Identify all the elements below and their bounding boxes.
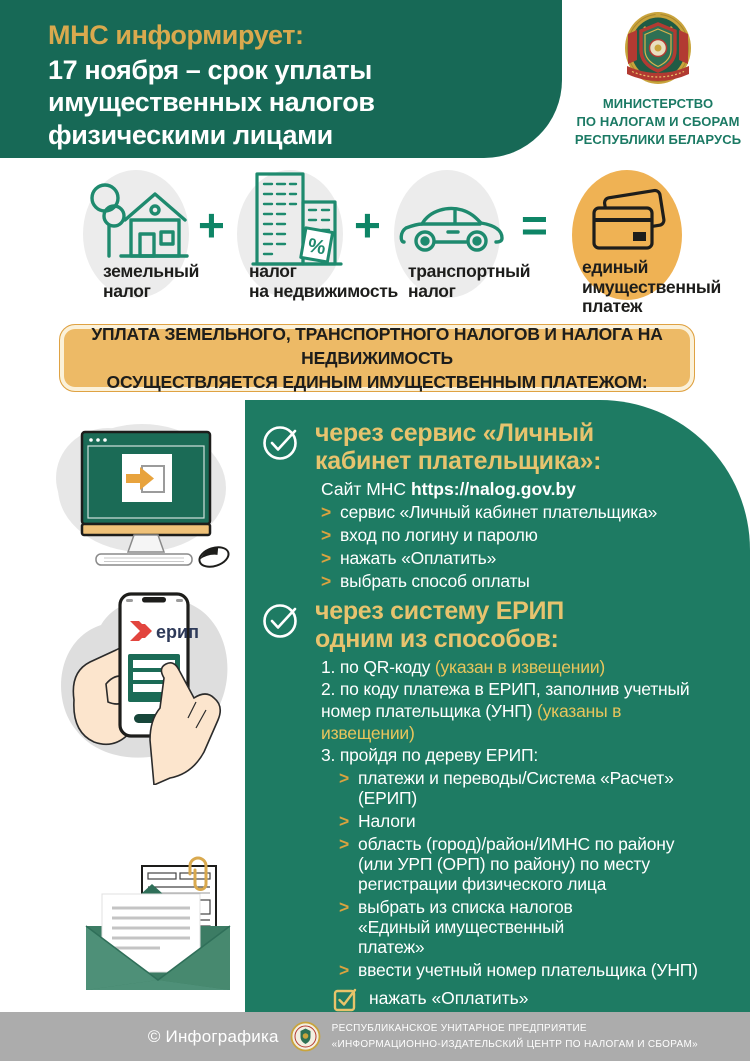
result-label-single-payment: единый имущественный платеж	[582, 257, 721, 317]
arrow-bullet-icon: >	[321, 571, 332, 591]
tax-item-real-estate	[237, 170, 407, 301]
list-item: > область (город)/район/ИМНС по району (или УРП (ОРП) по району) по месту регистрации физического лица	[339, 834, 675, 895]
step-1: 1. по QR-коду (указан в извещении)	[321, 657, 606, 677]
arrow-bullet-icon: >	[321, 502, 332, 522]
tax-label-land: земельный налог	[103, 261, 200, 301]
nalog-gov-by-link[interactable]: https://nalog.gov.by	[410, 479, 576, 499]
list-item: > нажать «Оплатить»	[321, 548, 497, 568]
list-item: > сервис «Личный кабинет плательщика»	[321, 502, 658, 522]
arrow-bullet-icon: >	[321, 525, 332, 545]
list-item: > выбрать способ оплаты	[321, 571, 530, 591]
result-item-single-payment	[572, 170, 742, 317]
copyright-credit: © Инфографика	[147, 1026, 279, 1046]
phone-illustration	[46, 580, 241, 785]
list-item: > Налоги	[339, 811, 416, 832]
checkbox-icon	[333, 986, 359, 1012]
ministry-name: МИНИСТЕРСТВО ПО НАЛОГАМ И СБОРАМ РЕСПУБЛИКИ БЕЛАРУСЬ	[574, 96, 742, 148]
check-circle-icon	[261, 422, 303, 462]
plus-operator: +	[354, 199, 381, 251]
erip-tree-list	[339, 769, 728, 980]
arrow-bullet-icon: >	[321, 548, 332, 568]
header	[0, 0, 562, 158]
page-title: 17 ноября – срок уплаты имущественных налогов физическими лицами	[48, 55, 375, 150]
tax-item-land	[83, 170, 253, 301]
publisher-emblem-icon	[290, 1021, 321, 1052]
ministry-block	[566, 8, 750, 150]
final-step-line: нажать «Оплатить»	[333, 986, 728, 1012]
bank-cards-icon	[588, 184, 672, 258]
list-item: > ввести учетный номер плательщика (УНП)	[339, 959, 698, 980]
arrow-bullet-icon: >	[339, 897, 350, 917]
header-kicker: МНС информирует:	[48, 20, 304, 50]
method-heading: через сервис «Личный кабинет плательщика»:	[315, 419, 602, 475]
erip-logo	[130, 621, 199, 642]
envelope-illustration	[76, 850, 241, 1010]
arrow-bullet-icon: >	[339, 834, 350, 855]
arrow-bullet-icon: >	[339, 768, 350, 789]
monitor-illustration	[50, 416, 240, 571]
erip-logo-text: ерип	[156, 622, 199, 642]
equals-operator: =	[521, 199, 548, 251]
method-erip	[261, 598, 728, 653]
publisher-name: РЕСПУБЛИКАНСКОЕ УНИТАРНОЕ ПРЕДПРИЯТИЕ «ИНФОРМАЦИОННО-ИЗДАТЕЛЬСКИЙ ЦЕНТР ПО НАЛОГАМ И СБОРАМ»	[331, 1023, 698, 1050]
arrow-bullet-icon: >	[339, 959, 350, 980]
step-3: 3. пройдя по дереву ЕРИП:	[321, 744, 539, 765]
method-heading: через систему ЕРИП одним из способов:	[315, 597, 564, 653]
list-item: > платежи и переводы/Система «Расчет» (ЕРИП)	[339, 768, 674, 809]
info-banner: УПЛАТА ЗЕМЕЛЬНОГО, ТРАНСПОРТНОГО НАЛОГОВ И НАЛОГА НА НЕДВИЖИМОСТЬ ОСУЩЕСТВЛЯЕТСЯ ЕДИНЫМ ИМУЩЕСТВЕННЫМ ПЛАТЕЖОМ:	[59, 324, 695, 392]
footer	[0, 1012, 750, 1061]
house-with-tree-icon	[85, 174, 189, 266]
mouse-icon	[197, 544, 231, 570]
plus-operator: +	[198, 199, 225, 251]
check-circle-icon	[261, 600, 303, 640]
tax-label-real-estate: налог на недвижимость	[249, 261, 398, 301]
percent-glyph: %	[306, 234, 328, 260]
list-item: > вход по логину и паролю	[321, 525, 538, 545]
step-2: 2. по коду платежа в ЕРИП, заполнив учетный номер плательщика (УНП) (указаны в извещении)	[321, 678, 690, 743]
method-personal-cabinet	[261, 420, 728, 475]
car-icon	[392, 194, 510, 256]
erip-numbered-steps	[321, 657, 707, 766]
site-line: Сайт МНС https://nalog.gov.by	[321, 479, 576, 499]
arrow-bullet-icon: >	[339, 811, 350, 832]
cabinet-steps-list	[321, 502, 728, 592]
methods-panel	[245, 400, 750, 1012]
ministry-emblem-icon	[615, 8, 701, 90]
buildings-icon	[251, 168, 343, 272]
tax-label-transport: транспортный налог	[408, 261, 531, 301]
list-item: > выбрать из списка налогов «Единый имущественный платеж»	[339, 897, 573, 957]
